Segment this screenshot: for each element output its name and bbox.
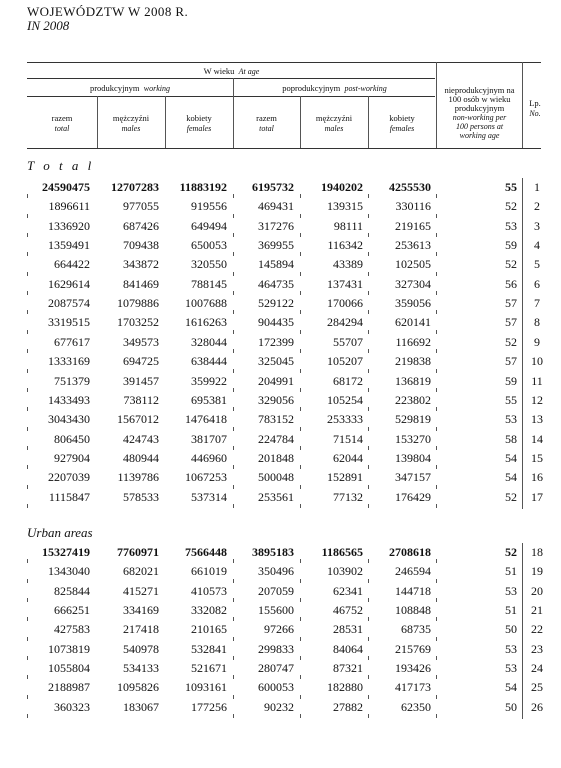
cell-working-total: 1333169	[48, 354, 90, 368]
cell-lp: 4	[534, 238, 540, 252]
cell-working-total: 2188987	[48, 680, 90, 694]
cell-post-males: 103902	[327, 564, 363, 578]
cell-working-males: 1079886	[117, 296, 159, 310]
cell-post-total: 204991	[258, 374, 294, 388]
cell-lp: 6	[534, 277, 540, 291]
cell-post-females: 219838	[395, 354, 431, 368]
cell-working-females: 1007688	[185, 296, 227, 310]
cell-ratio: 57	[505, 296, 517, 310]
table-row	[0, 393, 561, 412]
cell-ratio: 54	[505, 451, 517, 465]
table-row	[0, 642, 561, 661]
cell-post-total: 500048	[258, 470, 294, 484]
cell-working-males: 694725	[123, 354, 159, 368]
cell-lp: 11	[531, 374, 543, 388]
cell-post-total: 600053	[258, 680, 294, 694]
table-row	[0, 680, 561, 699]
table-row	[0, 470, 561, 489]
cell-ratio: 53	[505, 661, 517, 675]
cell-post-females: 327304	[395, 277, 431, 291]
cell-working-males: 391457	[123, 374, 159, 388]
cell-post-females: 116692	[395, 335, 431, 349]
cell-ratio: 54	[505, 470, 517, 484]
cell-working-total: 3319515	[48, 315, 90, 329]
cell-ratio: 52	[505, 199, 517, 213]
cell-working-females: 11883192	[179, 180, 227, 194]
cell-lp: 24	[531, 661, 543, 675]
cell-working-males: 334169	[123, 603, 159, 617]
cell-post-females: 4255530	[389, 180, 431, 194]
cell-working-females: 650053	[191, 238, 227, 252]
cell-post-total: 369955	[258, 238, 294, 252]
cell-working-total: 1629614	[48, 277, 90, 291]
cell-post-total: 464735	[258, 277, 294, 291]
cell-ratio: 53	[505, 412, 517, 426]
cell-post-males: 71514	[333, 432, 363, 446]
cell-lp: 16	[531, 470, 543, 484]
cell-ratio: 55	[505, 180, 517, 194]
cell-post-males: 68172	[333, 374, 363, 388]
cell-post-males: 55707	[333, 335, 363, 349]
cell-working-females: 1093161	[185, 680, 227, 694]
cell-post-total: 145894	[258, 257, 294, 271]
cell-working-females: 177256	[191, 700, 227, 714]
cell-post-females: 529819	[395, 412, 431, 426]
table-row	[0, 700, 561, 719]
cell-working-total: 1896611	[48, 199, 90, 213]
header-working-males: mężczyźni males	[112, 113, 150, 133]
cell-working-males: 1095826	[117, 680, 159, 694]
cell-lp: 17	[531, 490, 543, 504]
cell-ratio: 59	[505, 238, 517, 252]
header-post-working: poprodukcyjnym post-working	[282, 83, 387, 93]
cell-working-total: 1433493	[48, 393, 90, 407]
cell-ratio: 51	[505, 564, 517, 578]
header-lp: Lp. No.	[529, 98, 541, 118]
cell-working-males: 7760971	[117, 545, 159, 559]
cell-ratio: 52	[505, 257, 517, 271]
cell-working-males: 738112	[123, 393, 159, 407]
cell-working-total: 927904	[54, 451, 90, 465]
cell-working-males: 578533	[123, 490, 159, 504]
cell-working-males: 1703252	[117, 315, 159, 329]
table-row	[0, 219, 561, 238]
header-working-females: kobiety females	[186, 113, 212, 133]
table-row	[0, 335, 561, 354]
cell-post-total: 329056	[258, 393, 294, 407]
cell-working-females: 695381	[191, 393, 227, 407]
cell-post-total: 155600	[258, 603, 294, 617]
cell-post-females: 359056	[395, 296, 431, 310]
table-row	[0, 432, 561, 451]
cell-ratio: 55	[505, 393, 517, 407]
table-row	[0, 661, 561, 680]
cell-post-total: 201848	[258, 451, 294, 465]
cell-ratio: 53	[505, 584, 517, 598]
cell-working-total: 15327419	[42, 545, 90, 559]
cell-working-females: 320550	[191, 257, 227, 271]
cell-working-males: 687426	[123, 219, 159, 233]
cell-lp: 2	[534, 199, 540, 213]
cell-lp: 23	[531, 642, 543, 656]
table-row	[0, 238, 561, 257]
cell-lp: 13	[531, 412, 543, 426]
cell-post-total: 783152	[258, 412, 294, 426]
cell-post-males: 170066	[327, 296, 363, 310]
cell-lp: 3	[534, 219, 540, 233]
header-working-total: razem total	[51, 113, 73, 133]
cell-ratio: 50	[505, 700, 517, 714]
cell-ratio: 58	[505, 432, 517, 446]
cell-working-total: 677617	[54, 335, 90, 349]
cell-post-females: 215769	[395, 642, 431, 656]
cell-working-females: 788145	[191, 277, 227, 291]
cell-post-females: 68735	[401, 622, 431, 636]
cell-working-total: 1359491	[48, 238, 90, 252]
cell-working-total: 664422	[54, 257, 90, 271]
table-row	[0, 315, 561, 334]
page-title: WOJEWÓDZTW W 2008 R.	[27, 4, 189, 19]
table-row	[0, 296, 561, 315]
cell-working-total: 360323	[54, 700, 90, 714]
header-rule-age	[27, 78, 435, 79]
cell-working-females: 521671	[191, 661, 227, 675]
cell-working-males: 841469	[123, 277, 159, 291]
cell-working-females: 410573	[191, 584, 227, 598]
cell-working-males: 709438	[123, 238, 159, 252]
cell-post-total: 280747	[258, 661, 294, 675]
cell-lp: 10	[531, 354, 543, 368]
cell-working-total: 3043430	[48, 412, 90, 426]
cell-post-females: 193426	[395, 661, 431, 675]
cell-post-total: 97266	[264, 622, 294, 636]
cell-working-males: 12707283	[111, 180, 159, 194]
cell-post-males: 43389	[333, 257, 363, 271]
cell-lp: 12	[531, 393, 543, 407]
cell-post-females: 223802	[395, 393, 431, 407]
cell-lp: 9	[534, 335, 540, 349]
section-heading: Urban areas	[27, 525, 93, 540]
cell-post-females: 2708618	[389, 545, 431, 559]
cell-post-males: 28531	[333, 622, 363, 636]
cell-working-males: 217418	[123, 622, 159, 636]
cell-working-males: 415271	[123, 584, 159, 598]
cell-lp: 1	[534, 180, 540, 194]
cell-working-females: 532841	[191, 642, 227, 656]
cell-working-females: 328044	[191, 335, 227, 349]
cell-working-males: 480944	[123, 451, 159, 465]
cell-lp: 25	[531, 680, 543, 694]
cell-lp: 21	[531, 603, 543, 617]
cell-lp: 22	[531, 622, 543, 636]
cell-ratio: 52	[505, 490, 517, 504]
cell-post-females: 108848	[395, 603, 431, 617]
cell-working-males: 540978	[123, 642, 159, 656]
cell-post-males: 1186565	[321, 545, 363, 559]
cell-working-females: 1616263	[185, 315, 227, 329]
cell-working-total: 1055804	[48, 661, 90, 675]
cell-post-females: 219165	[395, 219, 431, 233]
cell-lp: 7	[534, 296, 540, 310]
cell-ratio: 54	[505, 680, 517, 694]
table-row	[0, 277, 561, 296]
cell-lp: 15	[531, 451, 543, 465]
cell-working-females: 649494	[191, 219, 227, 233]
cell-post-males: 62044	[333, 451, 363, 465]
cell-lp: 18	[531, 545, 543, 559]
cell-ratio: 57	[505, 354, 517, 368]
cell-working-total: 2207039	[48, 470, 90, 484]
cell-post-total: 207059	[258, 584, 294, 598]
cell-working-females: 537314	[191, 490, 227, 504]
cell-working-females: 359922	[191, 374, 227, 388]
cell-post-males: 27882	[333, 700, 363, 714]
cell-working-females: 7566448	[185, 545, 227, 559]
cell-post-females: 153270	[395, 432, 431, 446]
cell-post-males: 182880	[327, 680, 363, 694]
cell-post-males: 284294	[327, 315, 363, 329]
cell-post-females: 246594	[395, 564, 431, 578]
cell-working-total: 1336920	[48, 219, 90, 233]
cell-post-females: 176429	[395, 490, 431, 504]
cell-post-total: 350496	[258, 564, 294, 578]
cell-working-females: 381707	[191, 432, 227, 446]
table-row	[0, 257, 561, 276]
page-title-english: IN 2008	[27, 18, 70, 33]
cell-working-females: 638444	[191, 354, 227, 368]
cell-post-males: 253333	[327, 412, 363, 426]
cell-ratio: 57	[505, 315, 517, 329]
cell-post-males: 116342	[327, 238, 363, 252]
header-post-females: kobiety females	[389, 113, 415, 133]
cell-post-total: 224784	[258, 432, 294, 446]
header-ratio: nieprodukcyjnym na 100 osób w wieku produkcyjnym non-working per 100 persons at working age	[444, 85, 515, 140]
table-row	[0, 451, 561, 470]
header-post-males: mężczyźni males	[315, 113, 353, 133]
cell-working-females: 1067253	[185, 470, 227, 484]
table-row	[0, 584, 561, 603]
cell-working-males: 534133	[123, 661, 159, 675]
table-row	[0, 490, 561, 509]
cell-lp: 19	[531, 564, 543, 578]
cell-post-total: 172399	[258, 335, 294, 349]
cell-post-males: 87321	[333, 661, 363, 675]
cell-working-total: 2087574	[48, 296, 90, 310]
cell-working-males: 343872	[123, 257, 159, 271]
cell-post-males: 46752	[333, 603, 363, 617]
table-row	[0, 545, 561, 564]
cell-post-females: 347157	[395, 470, 431, 484]
header-age: W wieku At age	[203, 66, 260, 76]
cell-post-total: 3895183	[252, 545, 294, 559]
cell-working-females: 661019	[191, 564, 227, 578]
cell-working-females: 332082	[191, 603, 227, 617]
header-rule-group	[27, 96, 435, 97]
cell-ratio: 53	[505, 219, 517, 233]
cell-post-males: 105207	[327, 354, 363, 368]
cell-working-total: 825844	[54, 584, 90, 598]
cell-post-total: 529122	[258, 296, 294, 310]
table-row	[0, 180, 561, 199]
cell-working-males: 977055	[123, 199, 159, 213]
cell-lp: 8	[534, 315, 540, 329]
table-row	[0, 354, 561, 373]
cell-lp: 14	[531, 432, 543, 446]
cell-working-males: 1567012	[117, 412, 159, 426]
cell-post-males: 84064	[333, 642, 363, 656]
cell-post-females: 136819	[395, 374, 431, 388]
cell-working-total: 24590475	[42, 180, 90, 194]
cell-lp: 20	[531, 584, 543, 598]
cell-ratio: 51	[505, 603, 517, 617]
cell-working-total: 427583	[54, 622, 90, 636]
cell-post-males: 98111	[333, 219, 363, 233]
table-row	[0, 622, 561, 641]
header-bottom-rule	[27, 148, 541, 149]
table-row	[0, 412, 561, 431]
cell-ratio: 53	[505, 642, 517, 656]
cell-ratio: 52	[505, 545, 517, 559]
cell-lp: 5	[534, 257, 540, 271]
cell-ratio: 56	[505, 277, 517, 291]
cell-post-total: 904435	[258, 315, 294, 329]
cell-working-males: 424743	[123, 432, 159, 446]
cell-post-total: 90232	[264, 700, 294, 714]
cell-post-females: 253613	[395, 238, 431, 252]
cell-working-females: 446960	[191, 451, 227, 465]
cell-post-males: 152891	[327, 470, 363, 484]
cell-working-males: 1139786	[117, 470, 159, 484]
cell-post-females: 417173	[395, 680, 431, 694]
cell-post-males: 105254	[327, 393, 363, 407]
cell-ratio: 52	[505, 335, 517, 349]
cell-working-males: 349573	[123, 335, 159, 349]
cell-post-total: 317276	[258, 219, 294, 233]
header-top-rule	[27, 62, 541, 63]
cell-working-total: 666251	[54, 603, 90, 617]
cell-ratio: 50	[505, 622, 517, 636]
cell-post-males: 77132	[333, 490, 363, 504]
cell-working-females: 1476418	[185, 412, 227, 426]
cell-working-females: 919556	[191, 199, 227, 213]
cell-post-females: 330116	[395, 199, 431, 213]
cell-post-males: 137431	[327, 277, 363, 291]
cell-post-total: 6195732	[252, 180, 294, 194]
cell-post-females: 620141	[395, 315, 431, 329]
cell-working-total: 1073819	[48, 642, 90, 656]
table-row	[0, 374, 561, 393]
cell-working-males: 682021	[123, 564, 159, 578]
cell-working-total: 1343040	[48, 564, 90, 578]
cell-ratio: 59	[505, 374, 517, 388]
cell-working-males: 183067	[123, 700, 159, 714]
cell-working-total: 806450	[54, 432, 90, 446]
cell-post-total: 253561	[258, 490, 294, 504]
header-post-total: razem total	[256, 113, 277, 133]
cell-lp: 26	[531, 700, 543, 714]
table-row	[0, 199, 561, 218]
cell-post-total: 299833	[258, 642, 294, 656]
section-heading: T o t a l	[27, 158, 95, 173]
cell-working-total: 751379	[54, 374, 90, 388]
cell-post-females: 102505	[395, 257, 431, 271]
table-row	[0, 564, 561, 583]
header-working: produkcyjnym working	[89, 83, 171, 93]
cell-post-females: 139804	[395, 451, 431, 465]
cell-working-total: 1115847	[48, 490, 90, 504]
cell-post-males: 139315	[327, 199, 363, 213]
cell-post-females: 62350	[401, 700, 431, 714]
cell-post-females: 144718	[395, 584, 431, 598]
cell-post-total: 469431	[258, 199, 294, 213]
cell-working-females: 210165	[191, 622, 227, 636]
cell-post-total: 325045	[258, 354, 294, 368]
cell-post-males: 62341	[333, 584, 363, 598]
table-row	[0, 603, 561, 622]
cell-post-males: 1940202	[321, 180, 363, 194]
